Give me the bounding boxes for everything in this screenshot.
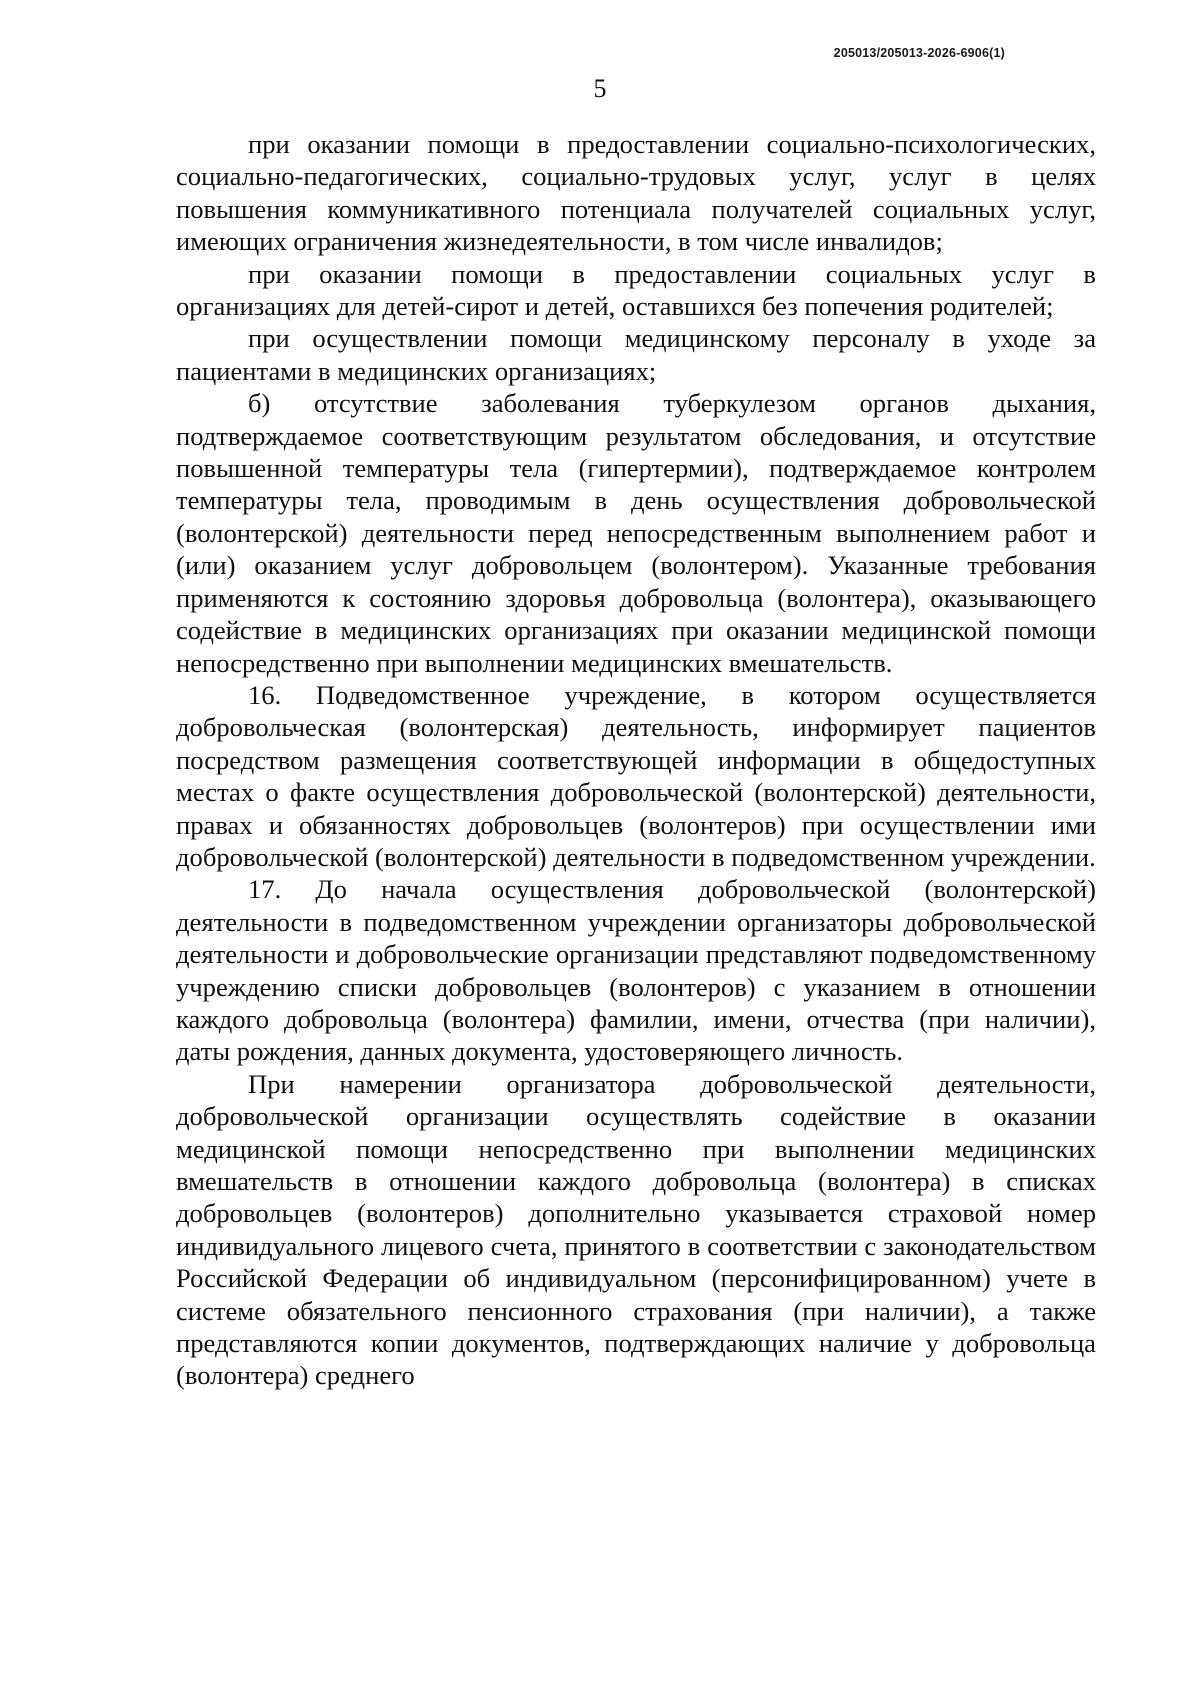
paragraph-health-requirements: б) отсутствие заболевания туберкулезом органов дыхания, подтверждаемое соответствующим результатом обследования, и отсутствие повышенной температуры тела (гипертермии), подтверждаемое контролем температуры тела, проводимым в день осуществления добровольческой (волонтерской) деятельности перед непосредственным выполнением работ и (или) оказанием услуг добровольцем (волонтером). Указанные требования применяются к состоянию здоровья добровольца (волонтера), оказывающего содействие в медицинских организациях при оказании медицинской помощи непосредственно при выполнении медицинских вмешательств. [176, 388, 1096, 678]
document-id: 205013/205013-2026-6906(1) [833, 46, 1005, 60]
paragraph-medical-staff-help: при осуществлении помощи медицинскому персоналу в уходе за пациентами в медицинских организациях; [176, 323, 1096, 386]
paragraph-medical-assistance-lists: При намерении организатора добровольческой деятельности, добровольческой организации осуществлять содействие в оказании медицинской помощи непосредственно при выполнении медицинских вмешательств в отношении каждого добровольца (волонтера) в списках добровольцев (волонтеров) дополнительно указывается страховой номер индивидуального лицевого счета, принятого в соответствии с законодательством Российской Федерации об индивидуальном (персонифицированном) учете в системе обязательного пенсионного страхования (при наличии), а также представляются копии документов, подтверждающих наличие у добровольца (волонтера) среднего [176, 1068, 1096, 1391]
paragraph-orphan-organizations: при оказании помощи в предоставлении социальных услуг в организациях для детей-сирот и детей, оставшихся без попечения родителей; [176, 258, 1096, 322]
paragraph-social-psych-services: при оказании помощи в предоставлении социально-психологических, социально-педагогических, социально-трудовых услуг, услуг в целях повышения коммуникативного потенциала получателей социальных услуг, имеющих ограничения жизнедеятельности, в том числе инвалидов; [176, 129, 1096, 257]
document-body [176, 128, 1096, 1392]
paragraph-item-17: 17. До начала осуществления добровольческой (волонтерской) деятельности в подведомственном учреждении организаторы добровольческой деятельности и добровольческие организации представляют подведомственному учреждению списки добровольцев (волонтеров) с указанием в отношении каждого добровольца (волонтера) фамилии, имени, отчества (при наличии), даты рождения, данных документа, удостоверяющего личность. [176, 874, 1096, 1067]
paragraph-item-16: 16. Подведомственное учреждение, в котором осуществляется добровольческая (волонтерская) деятельность, информирует пациентов посредством размещения соответствующей информации в общедоступных местах о факте осуществления добровольческой (волонтерской) деятельности, правах и обязанностях добровольцев (волонтеров) при осуществлении ими добровольческой (волонтерской) деятельности в подведомственном учреждении. [176, 679, 1096, 872]
page-number: 5 [593, 74, 607, 103]
